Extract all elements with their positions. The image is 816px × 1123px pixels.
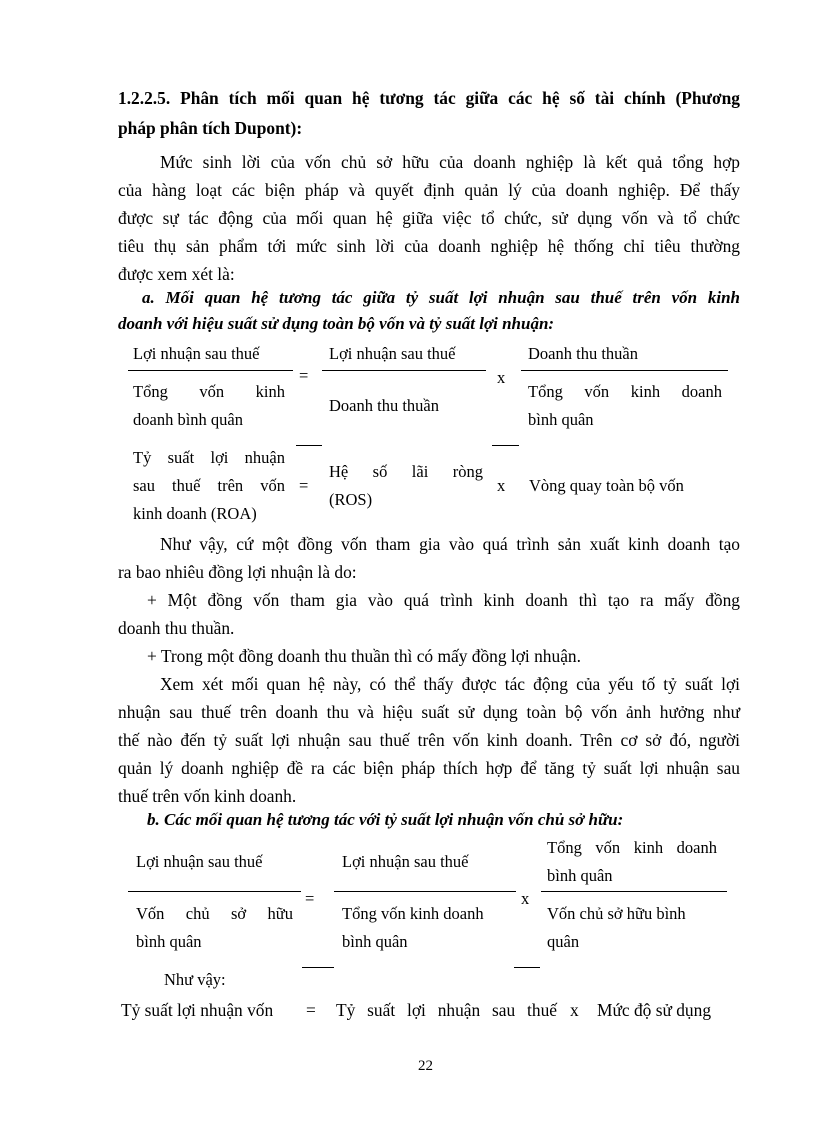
b-f1-numerator: Lợi nhuận sau thuế	[136, 852, 263, 871]
a-times-1: x	[497, 368, 506, 387]
intro-line-1: Mức sinh lời của vốn chủ sở hữu của doanh nghiệp là kết quả tổng hợp	[160, 152, 740, 172]
b-f2-numerator: Lợi nhuận sau thuế	[342, 852, 469, 871]
section-b-title: b. Các mối quan hệ tương tác với tỷ suất lợi nhuận vốn chủ sở hữu:	[147, 810, 624, 829]
last-mid: Tỷ suất lợi nhuận sau thuế	[336, 1000, 557, 1020]
para1-line2: ra bao nhiêu đồng lợi nhuận là do:	[118, 562, 357, 582]
bullet1-line2: doanh thu thuần.	[118, 618, 235, 638]
para2-line3: thế nào đến tỷ suất lợi nhuận sau thuế trên vốn kinh doanh. Trên cơ sở đó, người	[118, 730, 740, 750]
b-f3-denominator-line2: quân	[547, 932, 580, 951]
a-f3-numerator: Doanh thu thuần	[528, 344, 638, 363]
a-f3-denominator-line1: Tổng vốn kinh doanh	[528, 382, 722, 401]
section-a-title-line1: a. Mối quan hệ tương tác giữa tỷ suất lợi nhuận sau thuế trên vốn kinh	[142, 288, 740, 307]
a-f2-fraction-bar	[322, 370, 486, 371]
page-number: 22	[418, 1058, 433, 1074]
section-heading-line1: 1.2.2.5. Phân tích mối quan hệ tương tác giữa các hệ số tài chính (Phương	[118, 88, 740, 108]
b-equals: =	[305, 889, 315, 908]
last-right: Mức độ sử dụng	[597, 1000, 712, 1020]
b-f3-fraction-bar	[541, 891, 727, 892]
a-f1-denominator-line2: doanh bình quân	[133, 410, 243, 429]
b-f3-denominator-line1: Vốn chủ sở hữu bình	[547, 904, 686, 923]
a-dash-left	[296, 445, 322, 446]
b-f2-denominator-line1: Tổng vốn kinh doanh	[342, 904, 484, 923]
bullet1-line1: + Một đồng vốn tham gia vào quá trình kinh doanh thì tạo ra mấy đồng	[147, 590, 740, 610]
a-roa-line1: Tỷ suất lợi nhuận	[133, 448, 285, 467]
b-f1-denominator-line2: bình quân	[136, 932, 202, 951]
a-asset-turnover: Vòng quay toàn bộ vốn	[529, 476, 684, 495]
a-f1-denominator-line1: Tổng vốn kinh	[133, 382, 285, 401]
a-roa-line2: sau thuế trên vốn	[133, 476, 285, 495]
a-equals-2: =	[299, 476, 309, 495]
intro-line-5: được xem xét là:	[118, 264, 235, 284]
intro-line-4: tiêu thụ sản phẩm tới mức sinh lời của doanh nghiệp hệ thống chỉ tiêu thường	[118, 236, 740, 256]
b-f3-numerator-line2: bình quân	[547, 866, 613, 885]
para2-line4: quản lý doanh nghiệp đề ra các biện pháp thích hợp để tăng tỷ suất lợi nhuận sau	[118, 758, 740, 778]
intro-line-2: của hàng loạt các biện pháp và quyết định quản lý của doanh nghiệp. Để thấy	[118, 180, 740, 200]
para1-line1: Như vậy, cứ một đồng vốn tham gia vào quá trình sản xuất kinh doanh tạo	[160, 534, 740, 554]
b-f2-denominator-line2: bình quân	[342, 932, 408, 951]
a-f3-denominator-line2: bình quân	[528, 410, 594, 429]
b-dash-left	[302, 967, 334, 968]
para2-line5: thuế trên vốn kinh doanh.	[118, 786, 297, 806]
b-f3-numerator-line1: Tổng vốn kinh doanh	[547, 838, 717, 857]
section-a-title-line2: doanh với hiệu suất sử dụng toàn bộ vốn và tỷ suất lợi nhuận:	[118, 314, 555, 333]
b-f1-fraction-bar	[128, 891, 301, 892]
a-ros-line2: (ROS)	[329, 490, 373, 509]
last-equals: =	[306, 1000, 316, 1020]
para2-line1: Xem xét mối quan hệ này, có thể thấy được tác động của yếu tố tỷ suất lợi	[160, 674, 740, 694]
a-ros-line1: Hệ số lãi ròng	[329, 462, 483, 481]
b-dash-right	[514, 967, 540, 968]
a-f1-numerator: Lợi nhuận sau thuế	[133, 344, 260, 363]
last-left: Tỷ suất lợi nhuận vốn	[121, 1000, 274, 1020]
a-f3-fraction-bar	[521, 370, 728, 371]
a-f2-numerator: Lợi nhuận sau thuế	[329, 344, 456, 363]
a-f2-denominator: Doanh thu thuần	[329, 396, 439, 415]
b-f1-denominator-line1: Vốn chủ sở hữu	[136, 904, 293, 923]
a-equals-1: =	[299, 366, 309, 385]
section-heading-line2: pháp phân tích Dupont):	[118, 118, 303, 138]
last-times: x	[570, 1000, 579, 1020]
b-times: x	[521, 889, 530, 908]
a-f1-fraction-bar	[128, 370, 293, 371]
a-dash-right	[492, 445, 519, 446]
intro-line-3: được sự tác động của mối quan hệ giữa việc tổ chức, sử dụng vốn và tổ chức	[118, 208, 740, 228]
bullet2: + Trong một đồng doanh thu thuần thì có mấy đồng lợi nhuận.	[147, 646, 581, 666]
a-times-2: x	[497, 476, 506, 495]
b-f2-fraction-bar	[334, 891, 516, 892]
para2-line2: nhuận sau thuế trên doanh thu và hiệu suất sử dụng toàn bộ vốn ảnh hưởng như	[118, 702, 740, 722]
b-so-label: Như vậy:	[164, 970, 226, 989]
a-roa-line3: kinh doanh (ROA)	[133, 504, 257, 523]
